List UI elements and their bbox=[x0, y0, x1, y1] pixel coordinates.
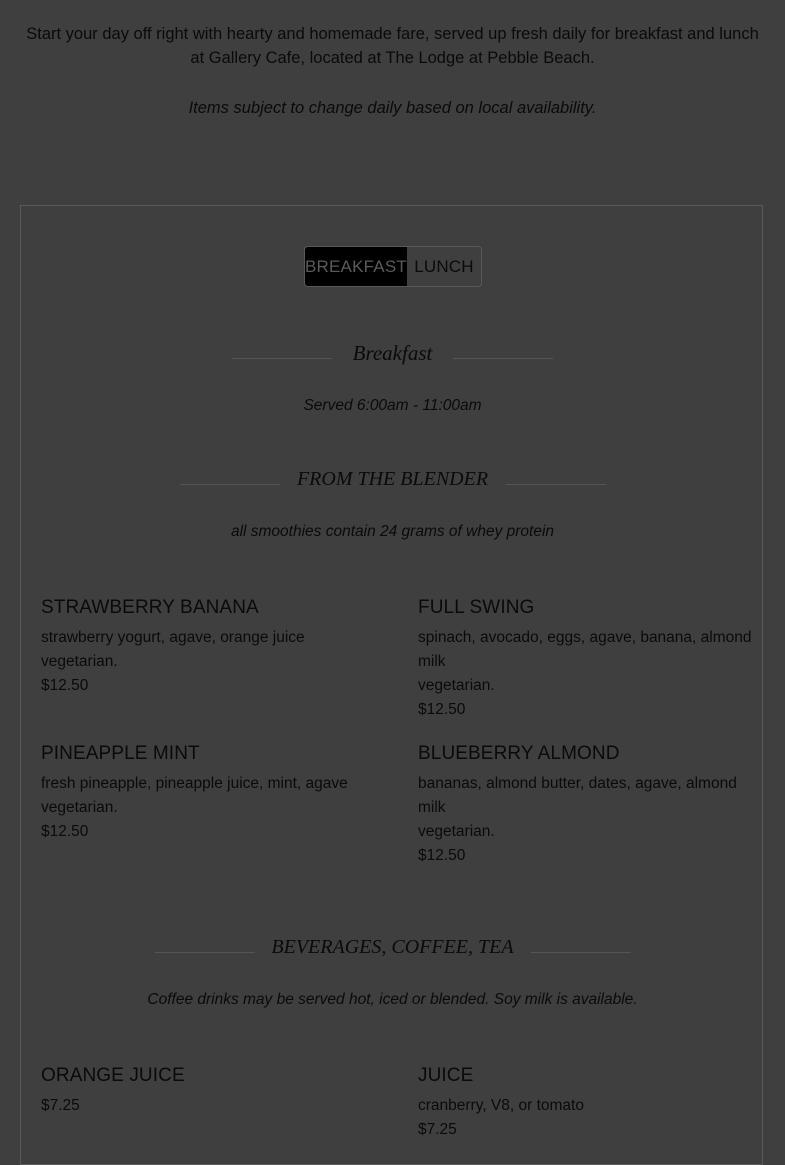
menu-panel bbox=[20, 205, 763, 1165]
menu-item-juice bbox=[418, 1064, 758, 1142]
item-name: PINEAPPLE MINT bbox=[41, 743, 200, 764]
section-title-beverages: BEVERAGES, COFFEE, TEA bbox=[271, 936, 514, 958]
item-description: bananas, almond butter, dates, agave, almond bbox=[418, 775, 737, 792]
item-description: strawberry yogurt, agave, orange juice bbox=[41, 629, 305, 646]
menu-item-pineapple-mint bbox=[41, 742, 381, 844]
tab-lunch[interactable]: LUNCH bbox=[414, 256, 474, 276]
section-note-blender: all smoothies contain 24 grams of whey protein bbox=[230, 523, 555, 540]
section-note-beverages: Coffee drinks may be served hot, iced or blended. Soy milk is available. bbox=[147, 991, 638, 1008]
item-price: $12.50 bbox=[418, 701, 466, 718]
item-dietary: vegetarian. bbox=[41, 799, 118, 816]
item-name: ORANGE JUICE bbox=[41, 1065, 185, 1086]
item-name: JUICE bbox=[418, 1065, 474, 1086]
item-price: $7.25 bbox=[41, 1097, 80, 1114]
item-price: $12.50 bbox=[41, 823, 89, 840]
item-description: fresh pineapple, pineapple juice, mint, agave bbox=[41, 775, 348, 792]
availability-note: Items subject to change daily based on local availability. bbox=[188, 99, 597, 117]
item-name: BLUEBERRY ALMOND bbox=[418, 743, 620, 764]
item-price: $7.25 bbox=[418, 1121, 457, 1138]
item-price: $12.50 bbox=[418, 847, 466, 864]
item-description-cont: milk bbox=[418, 653, 446, 670]
item-price: $12.50 bbox=[41, 677, 89, 694]
item-dietary: vegetarian. bbox=[418, 823, 495, 840]
item-dietary: vegetarian. bbox=[41, 653, 118, 670]
divider-right bbox=[506, 484, 606, 485]
item-description: spinach, avocado, eggs, agave, banana, almond bbox=[418, 629, 752, 646]
divider-right bbox=[453, 358, 553, 359]
item-description: cranberry, V8, or tomato bbox=[418, 1097, 584, 1114]
meal-tabs bbox=[304, 246, 482, 287]
item-name: FULL SWING bbox=[418, 597, 535, 618]
intro-text: Start your day off right with hearty and homemade fare, served up fresh daily for breakfast and lunch at Gallery Cafe, located at The Lodge at Pebble Beach. bbox=[26, 25, 759, 67]
item-name: STRAWBERRY BANANA bbox=[41, 597, 259, 618]
menu-item-blueberry-almond bbox=[418, 742, 758, 868]
menu-hours: Served 6:00am - 11:00am bbox=[303, 397, 482, 414]
menu-title: Breakfast bbox=[352, 341, 433, 365]
menu-item-full-swing bbox=[418, 596, 758, 722]
menu-item-strawberry-banana bbox=[41, 596, 381, 698]
divider-right bbox=[531, 952, 631, 953]
item-dietary: vegetarian. bbox=[418, 677, 495, 694]
item-description-cont: milk bbox=[418, 799, 446, 816]
section-title-blender: FROM THE BLENDER bbox=[296, 468, 489, 490]
tab-breakfast[interactable]: BREAKFAST bbox=[305, 247, 407, 286]
menu-item-orange-juice bbox=[41, 1064, 381, 1118]
